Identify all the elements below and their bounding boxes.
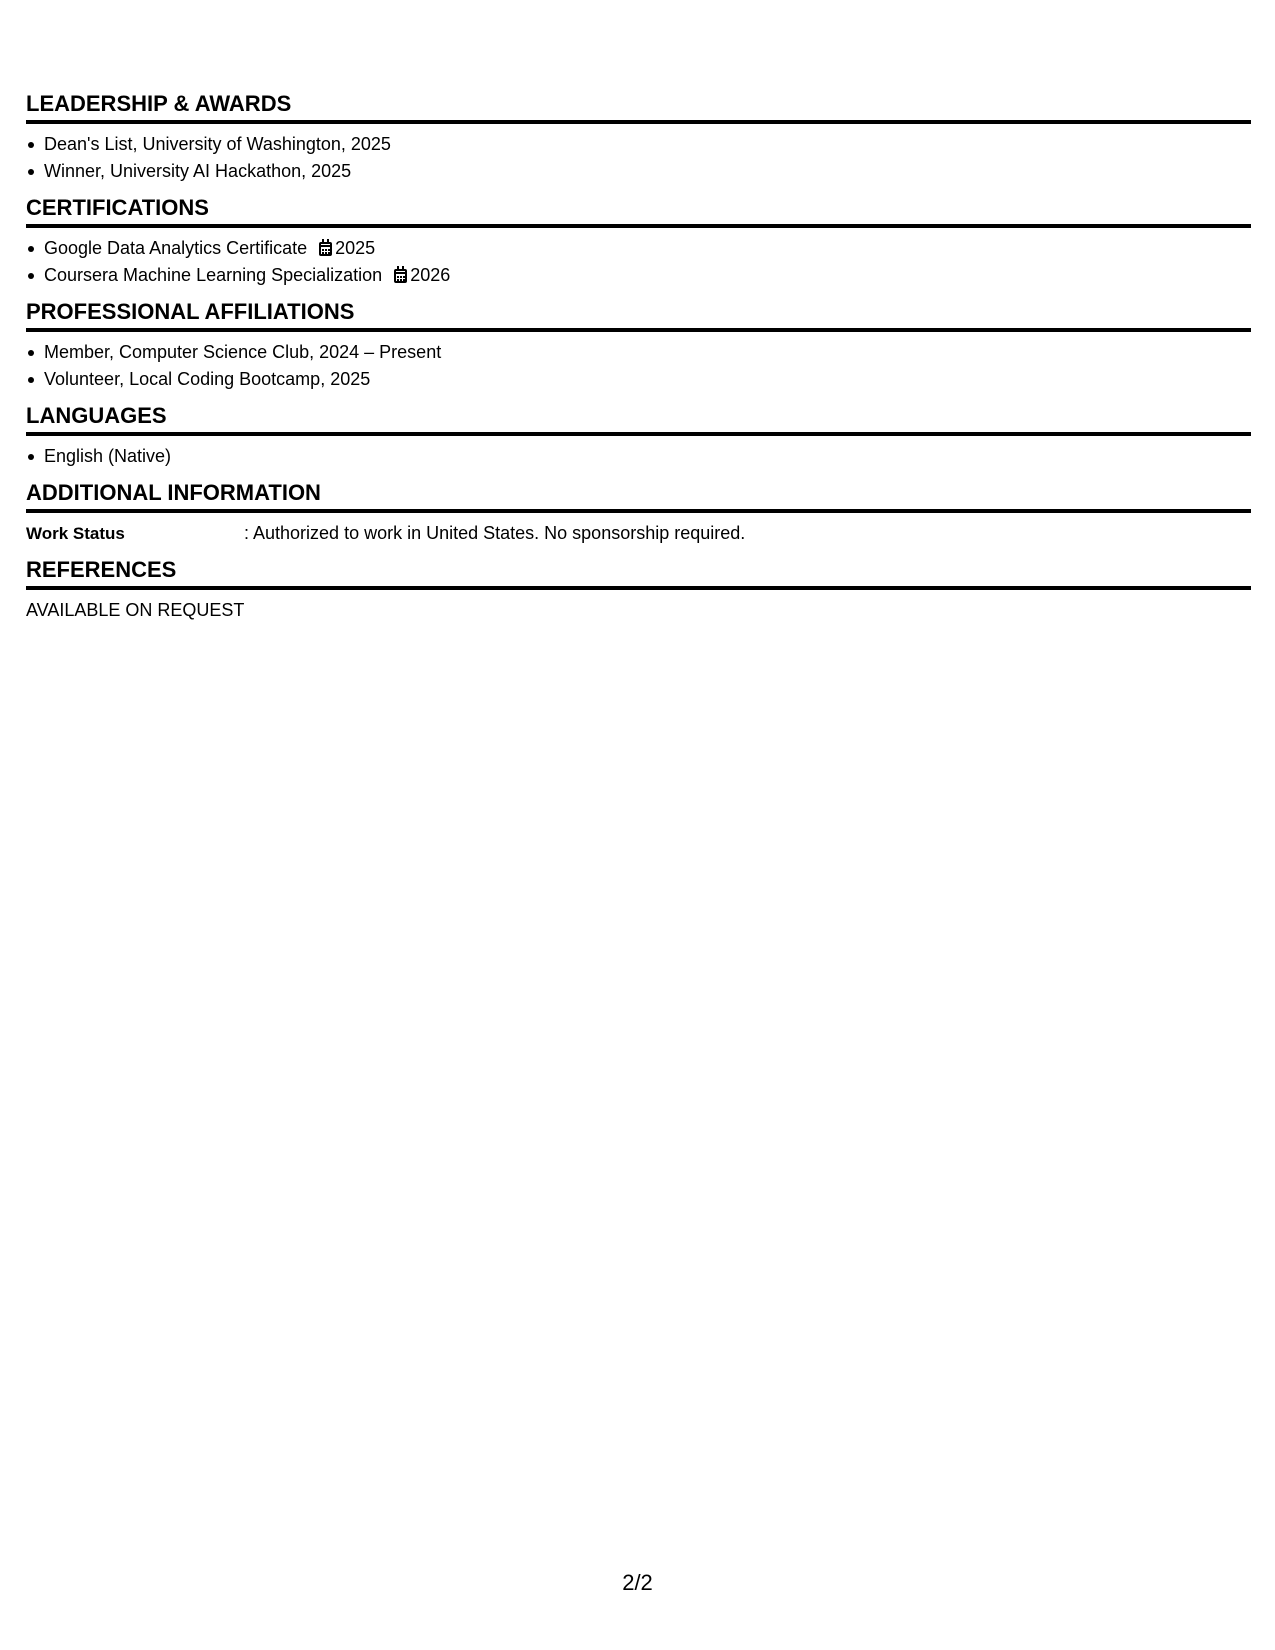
- bullet-icon: [28, 246, 34, 252]
- list-item-text: Winner, University AI Hackathon, 2025: [44, 161, 352, 181]
- list-item: [26, 366, 1251, 393]
- certification-year: 2026: [410, 265, 451, 285]
- bullet-icon: [28, 377, 34, 383]
- leadership-section: [26, 91, 1251, 185]
- resume-page: [26, 91, 1251, 634]
- section-title-affiliations: PROFESSIONAL AFFILIATIONS: [26, 299, 1251, 332]
- leadership-list: [26, 131, 1251, 185]
- page-number: 2/2: [622, 1570, 653, 1595]
- languages-section: [26, 403, 1251, 470]
- section-title-references: REFERENCES: [26, 557, 1251, 590]
- list-item-text: Dean's List, University of Washington, 2025: [44, 134, 391, 154]
- certification-name: Coursera Machine Learning Specialization: [44, 265, 383, 285]
- work-status-value: : Authorized to work in United States. No sponsorship required.: [244, 523, 746, 543]
- bullet-icon: [28, 454, 34, 460]
- calendar-icon: [394, 269, 407, 283]
- list-item-text: Member, Computer Science Club, 2024 – Present: [44, 342, 442, 362]
- certification-year: 2025: [335, 238, 376, 258]
- bullet-icon: [28, 169, 34, 175]
- certifications-list: [26, 235, 1251, 289]
- list-item: [26, 235, 1251, 262]
- certification-name: Google Data Analytics Certificate: [44, 238, 308, 258]
- list-item: [26, 262, 1251, 289]
- list-item-text: English (Native): [44, 446, 172, 466]
- section-title-leadership: LEADERSHIP & AWARDS: [26, 91, 1251, 124]
- languages-list: [26, 443, 1251, 470]
- list-item: [26, 339, 1251, 366]
- bullet-icon: [28, 273, 34, 279]
- list-item: [26, 131, 1251, 158]
- list-item: [26, 443, 1251, 470]
- section-title-certifications: CERTIFICATIONS: [26, 195, 1251, 228]
- references-section: [26, 557, 1251, 624]
- calendar-icon: [319, 242, 332, 256]
- affiliations-list: [26, 339, 1251, 393]
- section-title-languages: LANGUAGES: [26, 403, 1251, 436]
- additional-info-section: [26, 480, 1251, 547]
- affiliations-section: [26, 299, 1251, 393]
- section-title-additional: ADDITIONAL INFORMATION: [26, 480, 1251, 513]
- list-item: [26, 158, 1251, 185]
- work-status-row: [26, 520, 1251, 547]
- bullet-icon: [28, 142, 34, 148]
- bullet-icon: [28, 350, 34, 356]
- list-item-text: Volunteer, Local Coding Bootcamp, 2025: [44, 369, 371, 389]
- certifications-section: [26, 195, 1251, 289]
- work-status-label: Work Status: [26, 524, 125, 543]
- references-text: AVAILABLE ON REQUEST: [26, 600, 245, 620]
